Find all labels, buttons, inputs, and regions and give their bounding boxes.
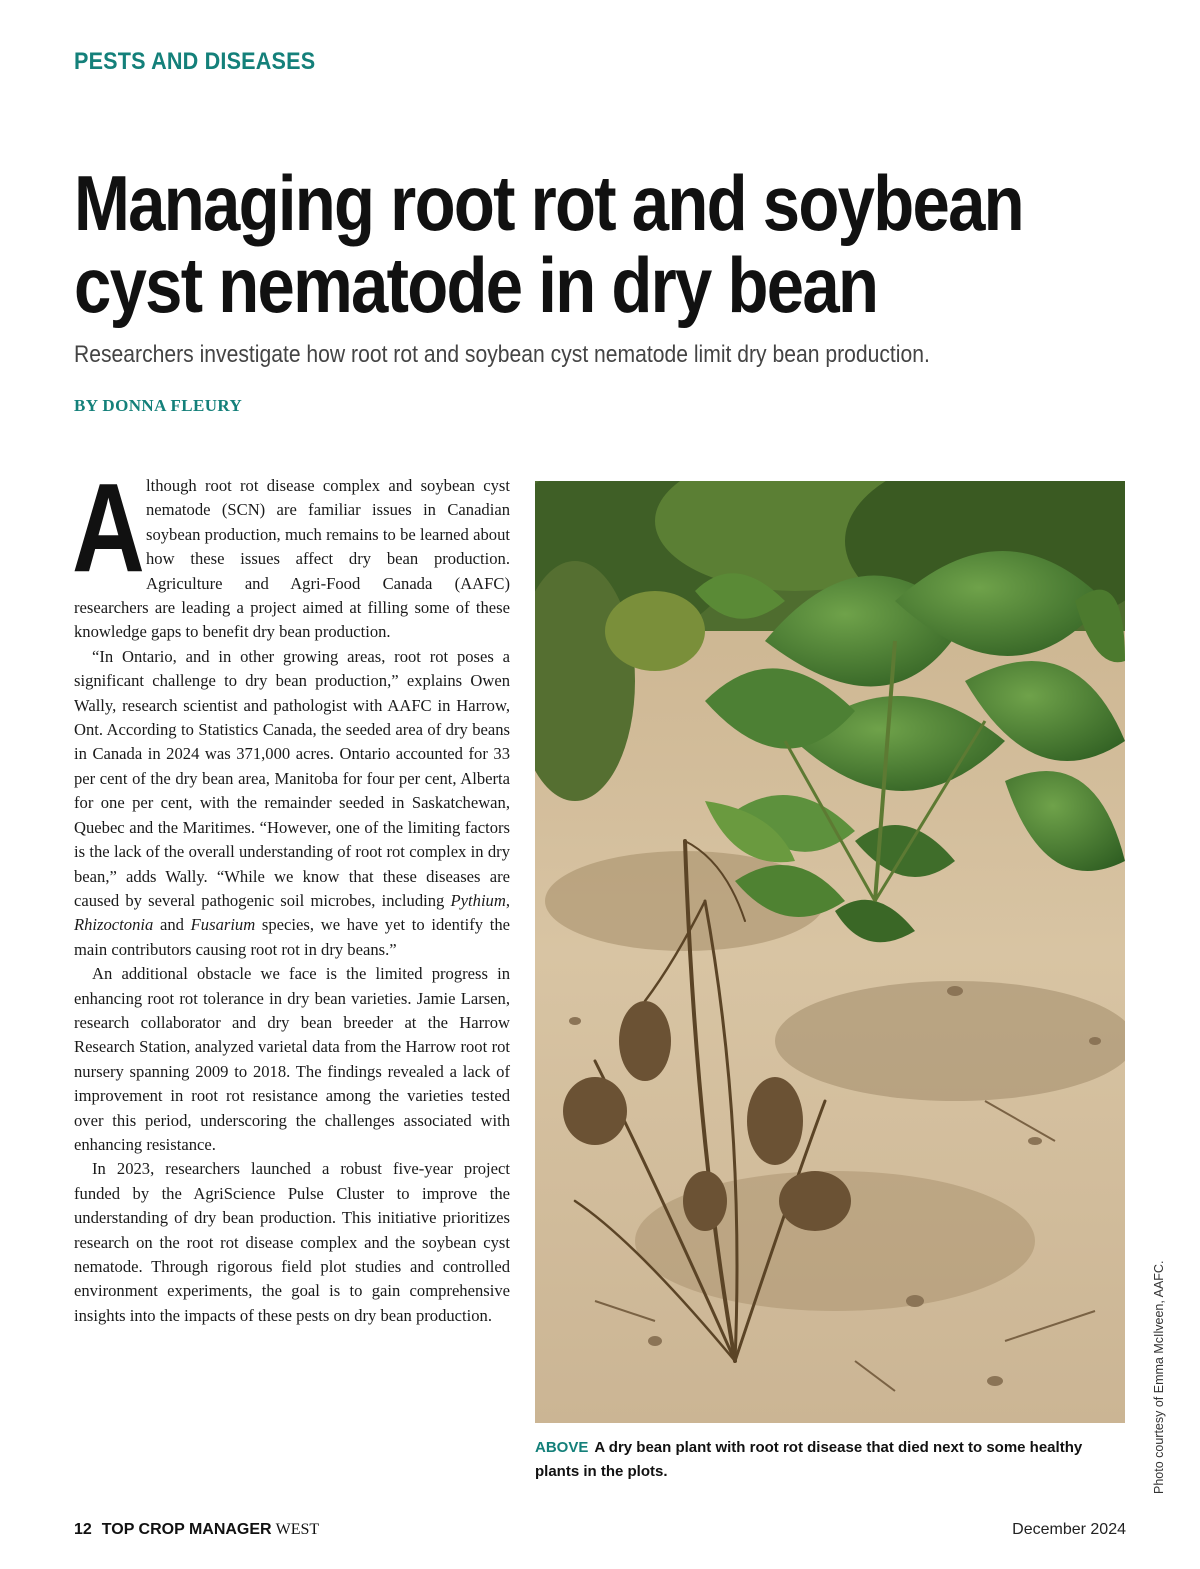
photo-credit: Photo courtesy of Emma McIlveen, AAFC.	[1152, 1260, 1166, 1494]
paragraph-1	[72, 457, 510, 645]
article-subtitle: Researchers investigate how root rot and soybean cyst nematode limit dry bean production.	[74, 341, 930, 368]
paragraph-2-text-d: species, we have yet to identify the main contributors causing root rot in dry beans.”	[74, 915, 510, 959]
magazine-region: WEST	[275, 1521, 320, 1538]
paragraph-4: In 2023, researchers launched a robust five-year project funded by the AgriScience Pulse Cluster to improve the understanding of dry bean production. This initiative prioritizes research on the root rot disease complex and the soybean cyst nematode. Through rigorous field plot studies and controlled environment experiments, the goal is to gain comprehensive insights into the impacts of these pests on dry bean production.	[74, 1159, 510, 1325]
issue-date: December 2024	[1012, 1521, 1126, 1538]
species-rhizoctonia: Rhizoctonia	[74, 915, 154, 935]
article-photo	[535, 481, 1125, 1423]
caption-tag: ABOVE	[535, 1439, 589, 1456]
byline: BY DONNA FLEURY	[74, 396, 243, 415]
photo-caption	[535, 1436, 1125, 1484]
bean-plant-photo-illustration	[535, 481, 1125, 1423]
article-title: Managing root rot and soybean cyst nematode in dry bean	[74, 159, 1023, 329]
magazine-name: TOP CROP MANAGER	[101, 1521, 272, 1538]
paragraph-1-text: lthough root rot disease complex and soybean cyst nematode (SCN) are familiar issues in Canadian soybean production, much remains to be learned about how these issues affect dry bean production. Agriculture and Agri-Food Canada (AAFC) researchers are leading a project aimed at filling some of these knowledge gaps to benefit dry bean production.	[74, 476, 510, 642]
species-fusarium: Fusarium	[190, 915, 256, 935]
article-body	[72, 457, 510, 1328]
caption-text: A dry bean plant with root rot disease that died next to some healthy plants in the plots.	[535, 1439, 1083, 1480]
species-pythium: Pythium	[450, 890, 506, 910]
paragraph-3: An additional obstacle we face is the limited progress in enhancing root rot tolerance in dry bean varieties. Jamie Larsen, research collaborator and dry bean breeder at the Harrow Research Station, analyzed varietal data from the Harrow root rot nursery spanning 2009 to 2018. The findings revealed a lack of improvement in root rot resistance among the varieties tested over this period, underscoring the challenges associated with enhancing resistance.	[74, 964, 510, 1154]
drop-cap: A	[72, 457, 145, 598]
paragraph-2-text-a: “In Ontario, and in other growing areas, root rot poses a significant challenge to dry bean production,” explains Owen Wally, research scientist and pathologist with AAFC in Harrow, Ont. According to Statistics Canada, the seeded area of dry beans in Canada in 2024 was 371,000 acres. Ontario accounted for 33 per cent of the dry bean area, Manitoba for four per cent, Alberta for one per cent, with the remainder seeded in Saskatchewan, Quebec and the Maritimes. “However, one of the limiting factors is the lack of the overall understanding of root rot complex in dry bean,” adds Wally. “While we know that these diseases are caused by several pathogenic soil microbes, including	[74, 646, 510, 910]
paragraph-2-text-c: and	[153, 915, 191, 935]
paragraph-2	[74, 645, 510, 962]
section-label: PESTS AND DISEASES	[74, 48, 316, 75]
page-number: 12	[74, 1521, 92, 1538]
paragraph-2-text-b: ,	[505, 890, 510, 910]
footer-left	[74, 1521, 319, 1539]
